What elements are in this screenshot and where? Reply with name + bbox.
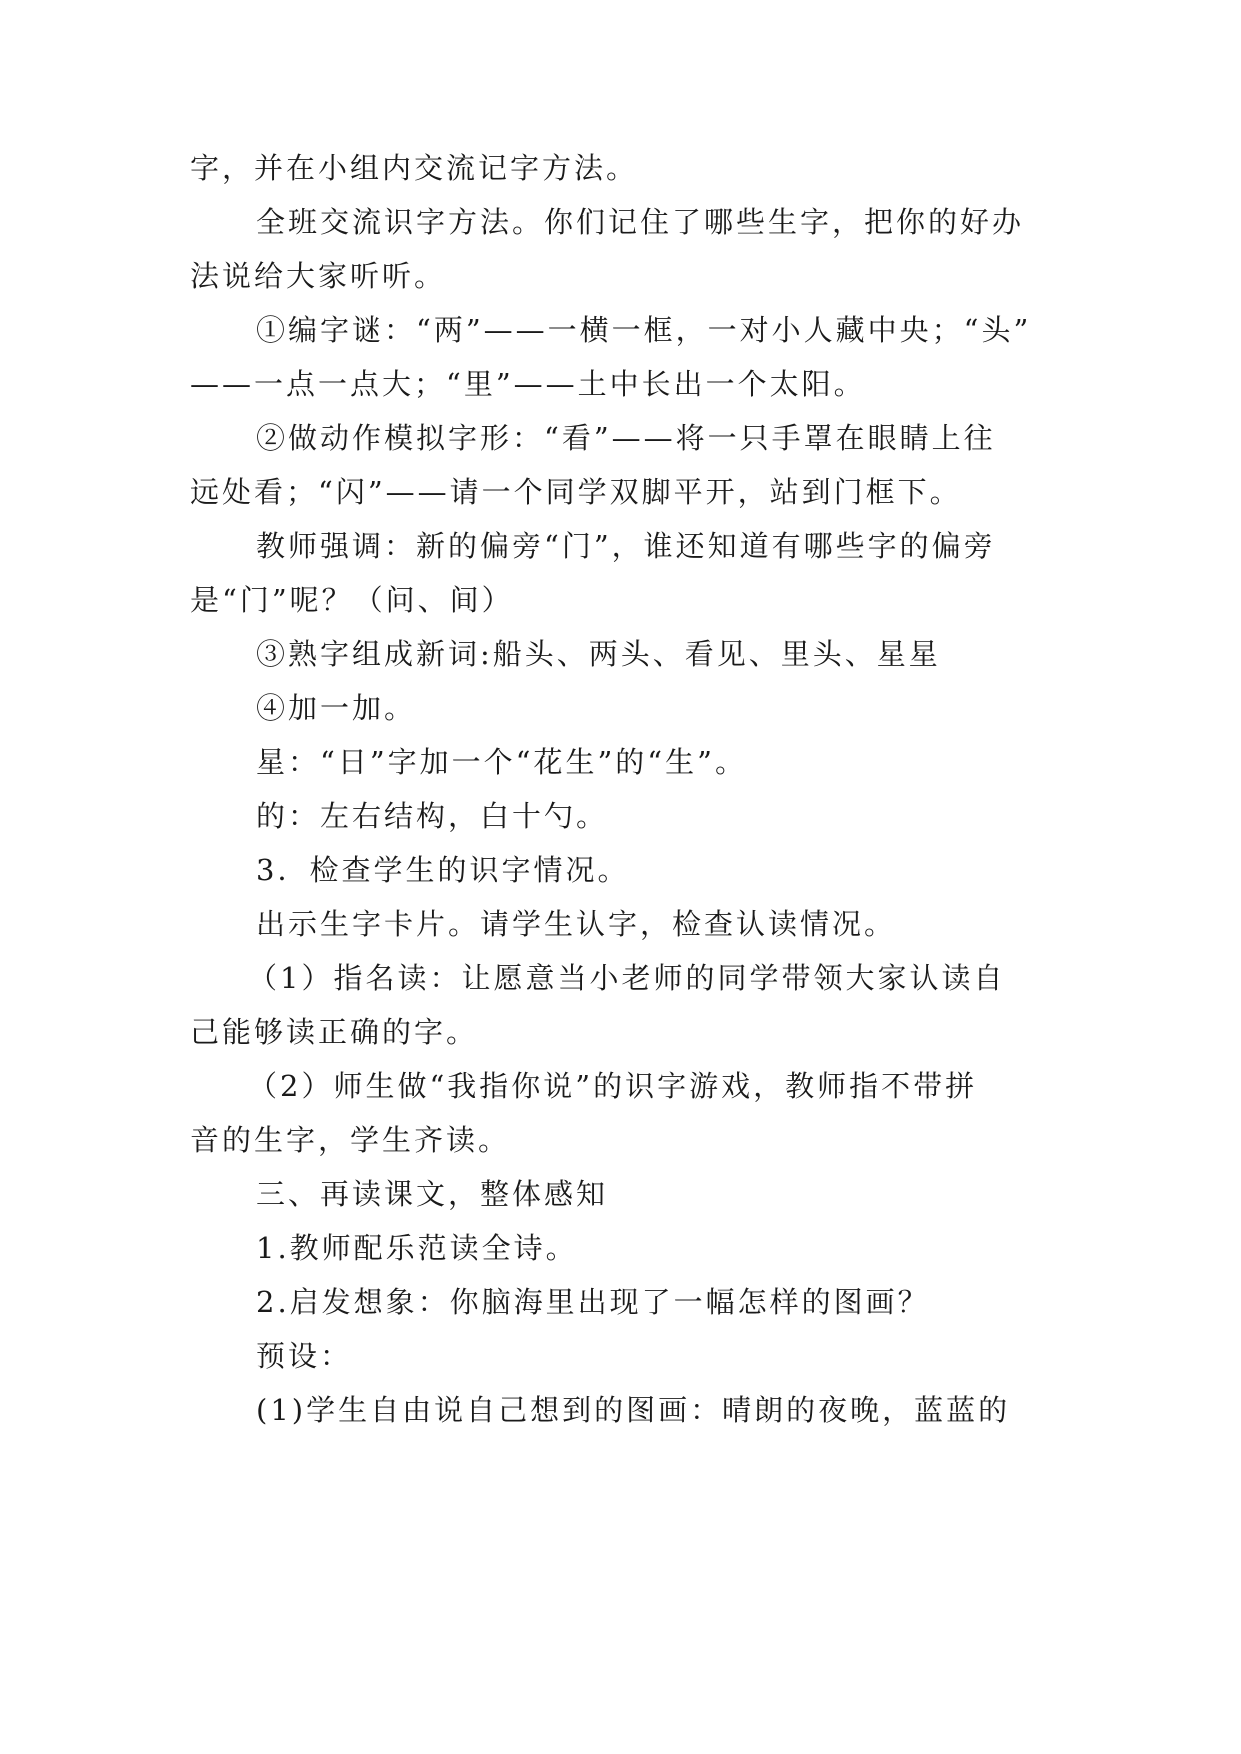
text-line: 法说给大家听听。 — [190, 259, 447, 293]
text-line: 星：“日”字加一个“花生”的“生”。 — [256, 745, 747, 779]
text-line: 1.教师配乐范读全诗。 — [256, 1231, 578, 1265]
text-line: 2.启发想象：你脑海里出现了一幅怎样的图画？ — [256, 1285, 930, 1319]
text-line: 出示生字卡片。请学生认字，检查认读情况。 — [256, 907, 897, 941]
text-line: ①编字谜：“两”——一横一框，一对小人藏中央；“头” — [256, 313, 1032, 347]
text-line: 教师强调：新的偏旁“门”，谁还知道有哪些字的偏旁 — [256, 529, 996, 563]
text-line: 的：左右结构，白十勺。 — [256, 799, 609, 833]
text-line: 全班交流识字方法。你们记住了哪些生字，把你的好办 — [256, 205, 1025, 239]
text-line: (1)学生自由说自己想到的图画：晴朗的夜晚，蓝蓝的 — [256, 1393, 1011, 1427]
text-line: （2）师生做“我指你说”的识字游戏，教师指不带拼 — [248, 1069, 978, 1103]
text-line: ②做动作模拟字形：“看”——将一只手罩在眼睛上往 — [256, 421, 996, 455]
text-line: 远处看；“闪”——请一个同学双脚平开，站到门框下。 — [190, 475, 962, 509]
text-line: 是“门”呢？（问、间） — [190, 583, 514, 617]
text-line: 三、再读课文，整体感知 — [256, 1177, 609, 1211]
text-line: 预设： — [256, 1339, 353, 1373]
text-line: ③熟字组成新词:船头、两头、看见、里头、星星 — [256, 637, 941, 671]
text-line: （1）指名读：让愿意当小老师的同学带领大家认读自 — [248, 961, 1006, 995]
text-line: 己能够读正确的字。 — [190, 1015, 479, 1049]
text-line: 字，并在小组内交流记字方法。 — [190, 151, 639, 185]
text-line: ④加一加。 — [256, 691, 417, 725]
text-line: 音的生字，学生齐读。 — [190, 1123, 511, 1157]
text-line: 3．检查学生的识字情况。 — [256, 853, 630, 887]
text-line: ——一点一点大；“里”——土中长出一个太阳。 — [190, 367, 866, 401]
